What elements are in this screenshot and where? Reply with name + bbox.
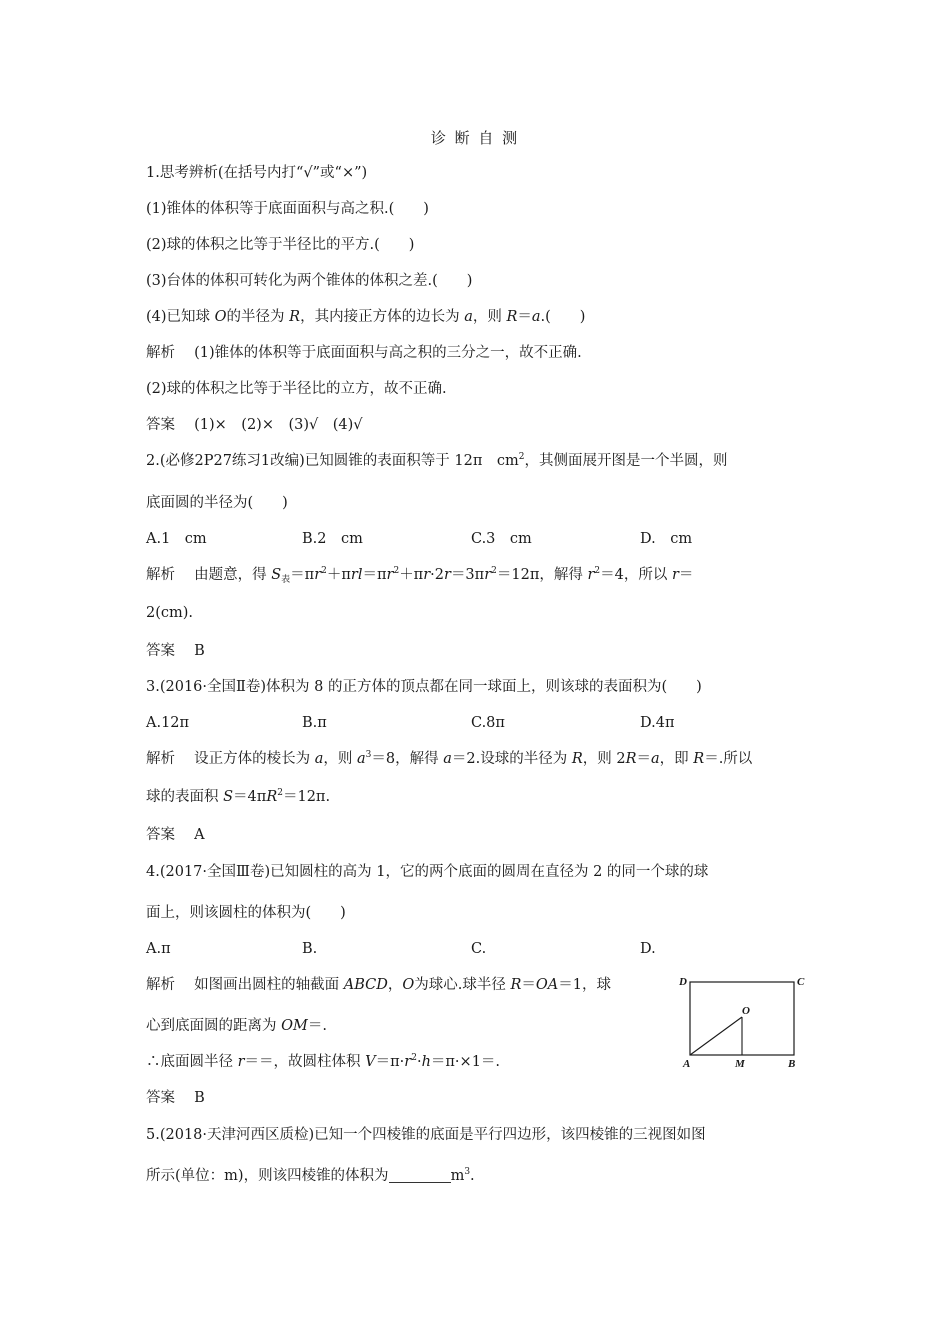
q4-option-c: C. bbox=[471, 941, 487, 957]
label-o: O bbox=[742, 1005, 750, 1017]
q2-option-d: D. cm bbox=[640, 531, 693, 547]
q2-option-c: C.3 cm bbox=[471, 531, 532, 547]
segment-oa bbox=[690, 1017, 742, 1055]
label-d: D bbox=[679, 976, 687, 988]
q1-analysis: 解析 (1)锥体的体积等于底面面积与高之积的三分之一，故不正确. bbox=[146, 345, 582, 361]
q3-option-b: B.π bbox=[302, 715, 327, 731]
q2-answer: 答案 B bbox=[146, 643, 205, 659]
q4-analysis: 解析 如图画出圆柱的轴截面 ABCD，O为球心.球半径 R＝OA＝1，球 bbox=[146, 977, 611, 993]
q4-analysis-line3: ∴底面圆半径 r＝＝，故圆柱体积 $V=\pi\cdot r^2\cdot h=\pi\cdot\times 1=$. bbox=[146, 1053, 501, 1070]
q1-item-2: (2)球的体积之比等于半径比的平方.( ) bbox=[146, 237, 415, 253]
q4-stem-line2: 面上，则该圆柱的体积为( ) bbox=[146, 905, 346, 921]
q4-option-b: B. bbox=[302, 941, 318, 957]
q4-answer: 答案 B bbox=[146, 1090, 205, 1106]
analysis-label: 解析 bbox=[146, 345, 175, 361]
q1-item-3: (3)台体的体积可转化为两个锥体的体积之差.( ) bbox=[146, 273, 473, 289]
q2-analysis-cont: 2(cm). bbox=[146, 605, 194, 621]
label-a: A bbox=[683, 1058, 691, 1070]
answer-label: 答案 bbox=[146, 417, 175, 433]
q1-item-4: (4)已知球 O的半径为 R，其内接正方体的边长为 a，则 R＝a.( ) bbox=[146, 309, 586, 325]
q2-analysis: 解析 由题意，得 $S_表=\pi r^2+\pi rl=\pi r^2+\pi r\cdot 2r=3\pi r^2=12\pi$，解得 $r^2=4$，所以 r＝ bbox=[146, 566, 694, 585]
label-c: C bbox=[797, 976, 805, 988]
q3-option-d: D.4π bbox=[640, 715, 675, 731]
q3-option-c: C.8π bbox=[471, 715, 505, 731]
q2-option-a: A.1 cm bbox=[146, 531, 207, 547]
q2-option-b: B.2 cm bbox=[302, 531, 363, 547]
q4-analysis-line2: 心到底面圆的距离为 OM＝. bbox=[146, 1018, 327, 1034]
q4-option-a: A.π bbox=[146, 941, 171, 957]
q3-analysis: 解析 设正方体的棱长为 a，则 $a^3=8$，解得 a＝2.设球的半径为 R，则 2R＝a，即 R＝.所以 bbox=[146, 750, 753, 767]
label-b: B bbox=[788, 1058, 796, 1070]
label-m: M bbox=[735, 1058, 745, 1070]
section-title: 诊 断 自 测 bbox=[430, 129, 520, 147]
q1-answer: 答案 (1)× (2)× (3)√ (4)√ bbox=[146, 417, 363, 433]
q3-analysis-cont: 球的表面积 $S=4\pi R^2=12\pi$. bbox=[146, 788, 331, 805]
cylinder-section-figure bbox=[676, 972, 816, 1072]
q2-stem-line1: 2.(必修2P27练习1改编)已知圆锥的表面积等于 12π $cm^2$，其侧面展开图是一个半圆，则 bbox=[146, 452, 728, 469]
q5-stem-line2: 所示(单位：m)，则该四棱锥的体积为 $m^3$. bbox=[146, 1167, 475, 1184]
q5-stem-line1: 5.(2018·天津河西区质检)已知一个四棱锥的底面是平行四边形，该四棱锥的三视图如图 bbox=[146, 1127, 706, 1143]
q1-item-1: (1)锥体的体积等于底面面积与高之积.( ) bbox=[146, 201, 429, 217]
q3-stem: 3.(2016·全国Ⅱ卷)体积为 8 的正方体的顶点都在同一球面上，则该球的表面积为( ) bbox=[146, 679, 702, 695]
q3-answer: 答案 A bbox=[146, 827, 205, 843]
q2-stem-line2: 底面圆的半径为( ) bbox=[146, 495, 288, 511]
q4-stem-line1: 4.(2017·全国Ⅲ卷)已知圆柱的高为 1，它的两个底面的圆周在直径为 2 的同一个球的球 bbox=[146, 864, 709, 880]
q1-stem: 1.思考辨析(在括号内打“√”或“×”) bbox=[146, 165, 368, 181]
answer-blank[interactable] bbox=[389, 1168, 451, 1183]
q3-option-a: A.12π bbox=[146, 715, 190, 731]
q1-analysis-cont: (2)球的体积之比等于半径比的立方，故不正确. bbox=[146, 381, 447, 397]
q4-option-d: D. bbox=[640, 941, 656, 957]
